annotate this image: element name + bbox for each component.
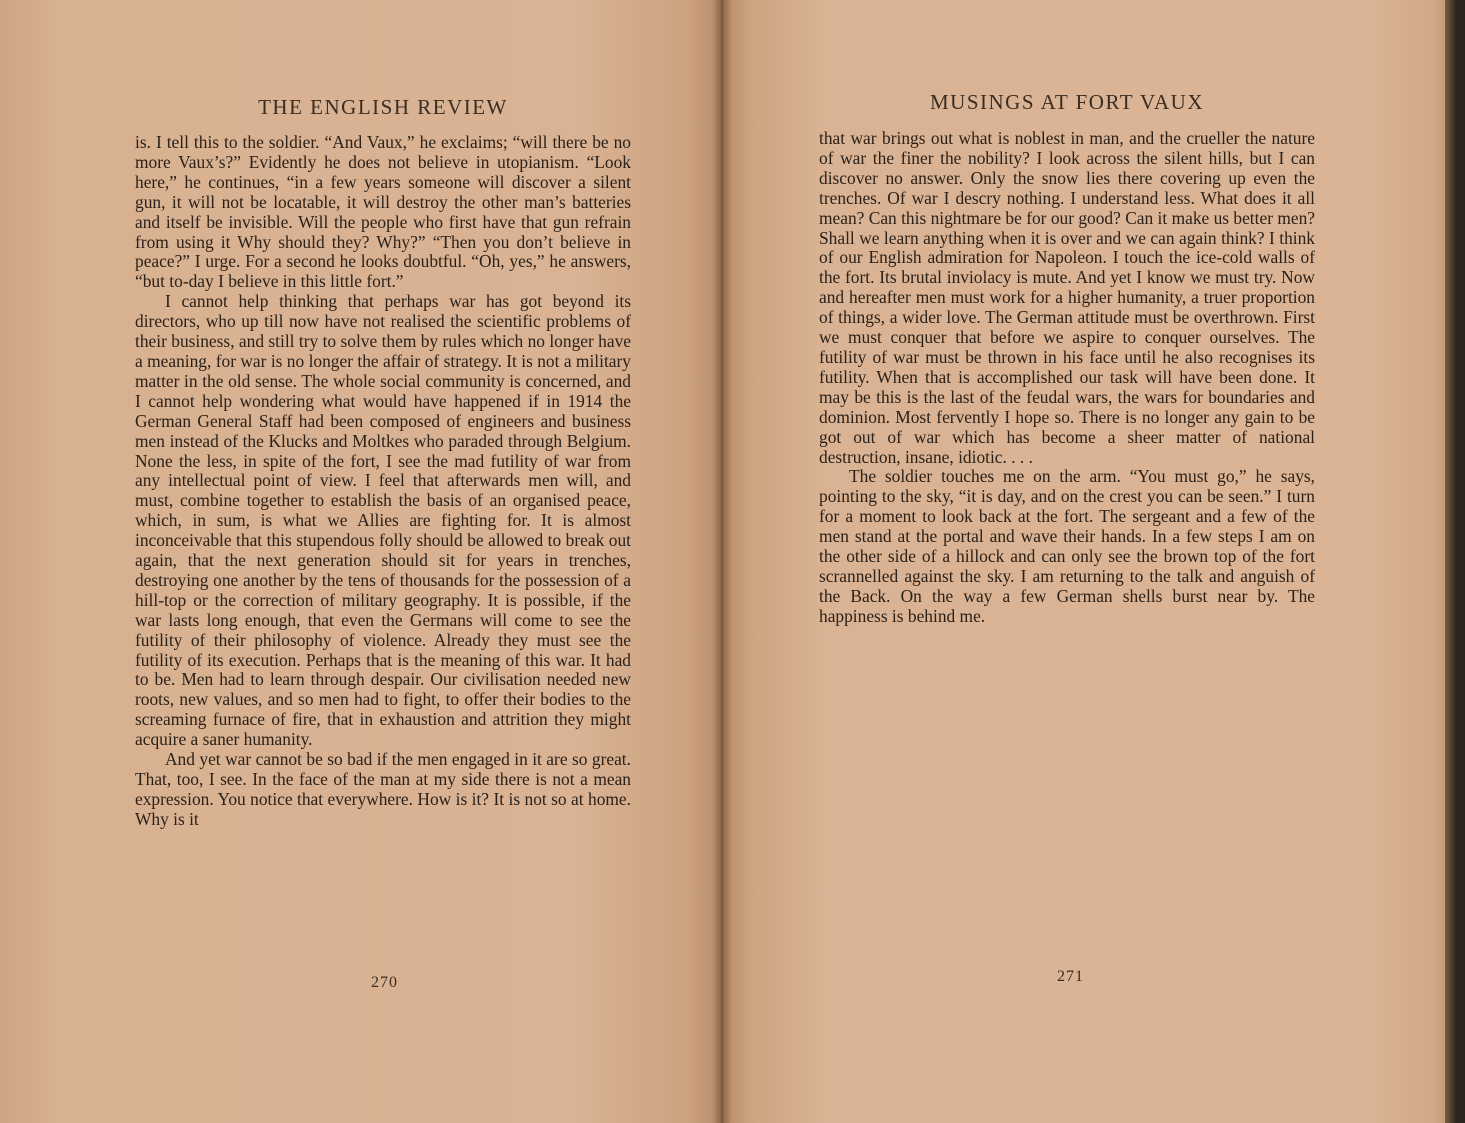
- paragraph: is. I tell this to the soldier. “And Vaux,” he exclaims; “will there be no more Vaux’s?” Evidently he does not believe in utopianism. “Look here,” he continues, “in a few years someone will discover a silent gun, it will not be locatable, it will destroy the other man’s batteries and itself be invisible. Will the people who first have that gun refrain from using it Why should they? Why?” “Then you don’t believe in peace?” I urge. For a second he looks doubtful. “Oh, yes,” he answers, “but to-day I believe in this little fort.”: [135, 132, 631, 292]
- right-running-head: MUSINGS AT FORT VAUX: [929, 90, 1204, 114]
- left-running-head: THE ENGLISH REVIEW: [258, 95, 508, 119]
- paragraph: I cannot help thinking that perhaps war has got beyond its directors, who up till now have not realised the scientific problems of their business, and still try to solve them by rules which no longer have a meaning, for war is no longer the affair of strategy. It is not a military matter in the old sense. The whole social community is concerned, and I cannot help wondering what would have happened if in 1914 the German General Staff had been composed of engineers and business men instead of the Klucks and Moltkes who paraded through Belgium. None the less, in spite of the fort, I see the mad futility of war from any intellectual point of view. I feel that afterwards men will, and must, combine together to establish the basis of an organised peace, which, in sum, is what we Allies are fighting for. It is almost inconceivable that this stupendous folly should be allowed to break out again, that the next generation should sit for years in trenches, destroying one another by the tens of thousands for the possession of a hill-top or the correction of military geography. It is possible, if the war lasts long enough, that even the Germans will come to see the futility of their philosophy of violence. Already they must see the futility of its execution. Perhaps that is the meaning of this war. It had to be. Men had to learn through despair. Our civilisation needed new roots, new values, and so men had to fight, to offer their bodies to the screaming furnace of fire, that in exhaustion and attrition they might acquire a saner humanity.: [135, 291, 631, 750]
- left-page-text: [135, 133, 631, 830]
- left-page: [0, 0, 722, 1123]
- left-page-number: 270: [371, 974, 398, 991]
- paragraph: And yet war cannot be so bad if the men engaged in it are so great. That, too, I see. In the face of the man at my side there is not a mean expression. You notice that everywhere. How is it? It is not so at home. Why is it: [135, 749, 631, 829]
- right-page: [722, 0, 1457, 1123]
- paragraph: that war brings out what is noblest in man, and the crueller the nature of war the finer the nobility? I look across the silent hills, but I can discover no answer. Only the snow lies there covering up even the trenches. Of war I descry nothing. I understand less. What does it all mean? Can this nightmare be for our good? Can it make us better men? Shall we learn anything when it is over and we can again think? I think of our English admiration for Napoleon. I touch the ice-cold walls of the fort. Its brutal inviolacy is mute. And yet I know we must try. Now and hereafter men must work for a higher humanity, a truer proportion of things, a wider love. The German attitude must be overthrown. First we must conquer that before we aspire to conquer ourselves. The futility of war must be thrown in his face until he also recognises its futility. When that is accomplished our task will have been done. It may be this is the last of the feudal wars, the wars for boundaries and dominion. Most fervently I hope so. There is no longer any gain to be got out of war which has become a sheer matter of national destruction, insane, idiotic. . . .: [819, 128, 1315, 467]
- paragraph: The soldier touches me on the arm. “You must go,” he says, pointing to the sky, “it is day, and on the crest you can be seen.” I turn for a moment to look back at the fort. The sergeant and a few of the men stand at the portal and wave their hands. In a few steps I am on the other side of a hillock and can only see the brown top of the fort scrannelled against the sky. I am returning to the talk and anguish of the Back. On the way a few German shells burst near by. The happiness is behind me.: [819, 466, 1315, 626]
- page-edge-shadow: [1445, 0, 1457, 1123]
- right-page-text: [819, 129, 1315, 627]
- book-gutter: [712, 0, 732, 1123]
- right-page-number: 271: [1057, 968, 1084, 985]
